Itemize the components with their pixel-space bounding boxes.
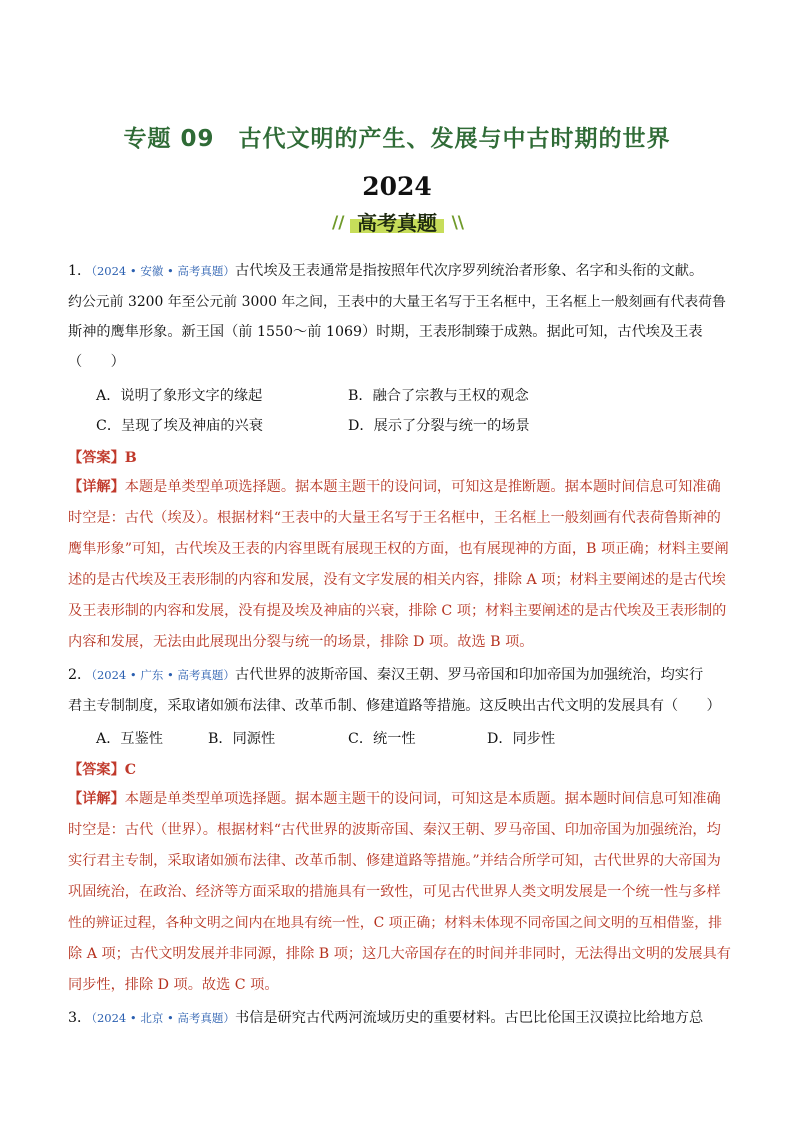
question-source: （2024 • 北京 • 高考真题） [91,1011,235,1025]
question-text: 古代埃及王表通常是指按照年代次序罗列统治者形象、名字和头衔的文献。 [234,263,704,279]
answer-label: 【答案】 [68,450,125,466]
question-2-detail-line-5: 性的辨证过程，各种文明之间内在地具有统一性，C 项正确；材料未体现不同帝国之间文明的互相借鉴，排 [68,915,723,931]
question-1-option-a: A．说明了象形文字的缘起 [96,388,263,404]
banner-right-slash-icon: \\ [451,213,464,233]
question-text: 书信是研究古代两河流域历史的重要材料。古巴比伦国王汉谟拉比给地方总 [234,1010,704,1026]
question-number: 3． [68,1010,92,1026]
question-2-answer [68,759,136,779]
answer-value: B [124,450,137,466]
question-1-detail-line-4: 述的是古代埃及王表形制的内容和发展，没有文字发展的相关内容，排除 A 项；材料主要阐述的是古代埃 [68,572,726,588]
question-1-answer [68,447,137,467]
banner-left-slash-icon: // [332,213,345,233]
question-1-line-1 [68,262,703,280]
question-1-line-2: 约公元前 3200 年至公元前 3000 年之间，王表中的大量王名写于王名框中，王名框上一般刻画有代表荷鲁 [68,294,726,310]
question-2-line-1 [68,666,703,684]
year-heading: 2024 [362,172,432,201]
question-2-option-b: B．同源性 [208,731,276,747]
question-source: （2024 • 安徽 • 高考真题） [91,264,235,278]
question-1-detail-line-2: 时空是：古代（埃及）。根据材料“王表中的大量王名写于王名框中，王名框上一般刻画有代表荷鲁斯神的 [68,510,721,526]
question-1-line-3: 斯神的鹰隼形象。新王国（前 1550～前 1069）时期，王表形制臻于成熟。据此可知，古代埃及王表 [68,324,703,340]
question-text: 古代世界的波斯帝国、秦汉王朝、罗马帝国和印加帝国为加强统治，均实行 [234,667,704,683]
question-2-line-2: 君主专制制度，采取诸如颁布法律、改革币制、修建道路等措施。这反映出古代文明的发展具有（ ） [68,698,721,714]
question-1-option-d: D．展示了分裂与统一的场景 [348,418,530,434]
question-source: （2024 • 广东 • 高考真题） [91,668,235,682]
section-banner [330,207,464,239]
question-2-detail-line-7: 同步性，排除 D 项。故选 C 项。 [68,977,279,993]
question-2-detail-line-4: 巩固统治，在政治、经济等方面采取的措施具有一致性，可见古代世界人类文明发展是一个统一性与多样 [68,884,721,900]
question-1-detail-line-5: 及王表形制的内容和发展，没有提及埃及神庙的兴衰，排除 C 项；材料主要阐述的是古代埃及王表形制的 [68,603,727,619]
question-1-detail-line-6: 内容和发展，无法由此展现出分裂与统一的场景，排除 D 项。故选 B 项。 [68,634,534,650]
question-2-option-d: D．同步性 [487,731,556,747]
question-1-option-c: C．呈现了埃及神庙的兴衰 [96,418,263,434]
question-2-option-c: C．统一性 [348,731,416,747]
question-number: 1． [68,263,92,279]
question-2-detail-line-6: 除 A 项；古代文明发展并非同源，排除 B 项；这几大帝国存在的时间并非同时，无法得出文明的发展具有 [68,946,731,962]
question-3-line-1 [68,1009,703,1027]
question-2-option-a: A．互鉴性 [96,731,163,747]
banner-label: 高考真题 [357,211,437,235]
detail-label: 【详解】 [68,479,125,495]
question-1-option-b: B．融合了宗教与王权的观念 [348,388,529,404]
question-2-detail-line-1: 【详解】本题是单类型单项选择题。据本题主题干的设问词，可知这是本质题。据本题时间信息可知准确 [68,791,721,807]
page-title: 专题 09 古代文明的产生、发展与中古时期的世界 [123,126,671,152]
question-1-detail-line-1: 【详解】本题是单类型单项选择题。据本题主题干的设问词，可知这是推断题。据本题时间信息可知准确 [68,479,721,495]
question-2-detail-line-3: 实行君主专制，采取诸如颁布法律、改革币制、修建道路等措施。”并结合所学可知，古代世界的大帝国为 [68,853,721,869]
answer-label: 【答案】 [68,762,125,778]
question-2-detail-line-2: 时空是：古代（世界）。根据材料“古代世界的波斯帝国、秦汉王朝、罗马帝国、印加帝国为加强统治，均 [68,822,721,838]
detail-label: 【详解】 [68,791,125,807]
question-1-detail-line-3: 鹰隼形象”可知，古代埃及王表的内容里既有展现王权的方面，也有展现神的方面，B 项正确；材料主要阐 [68,541,729,557]
question-1-line-4: （ ） [68,354,125,370]
question-number: 2． [68,667,92,683]
answer-value: C [124,762,137,778]
